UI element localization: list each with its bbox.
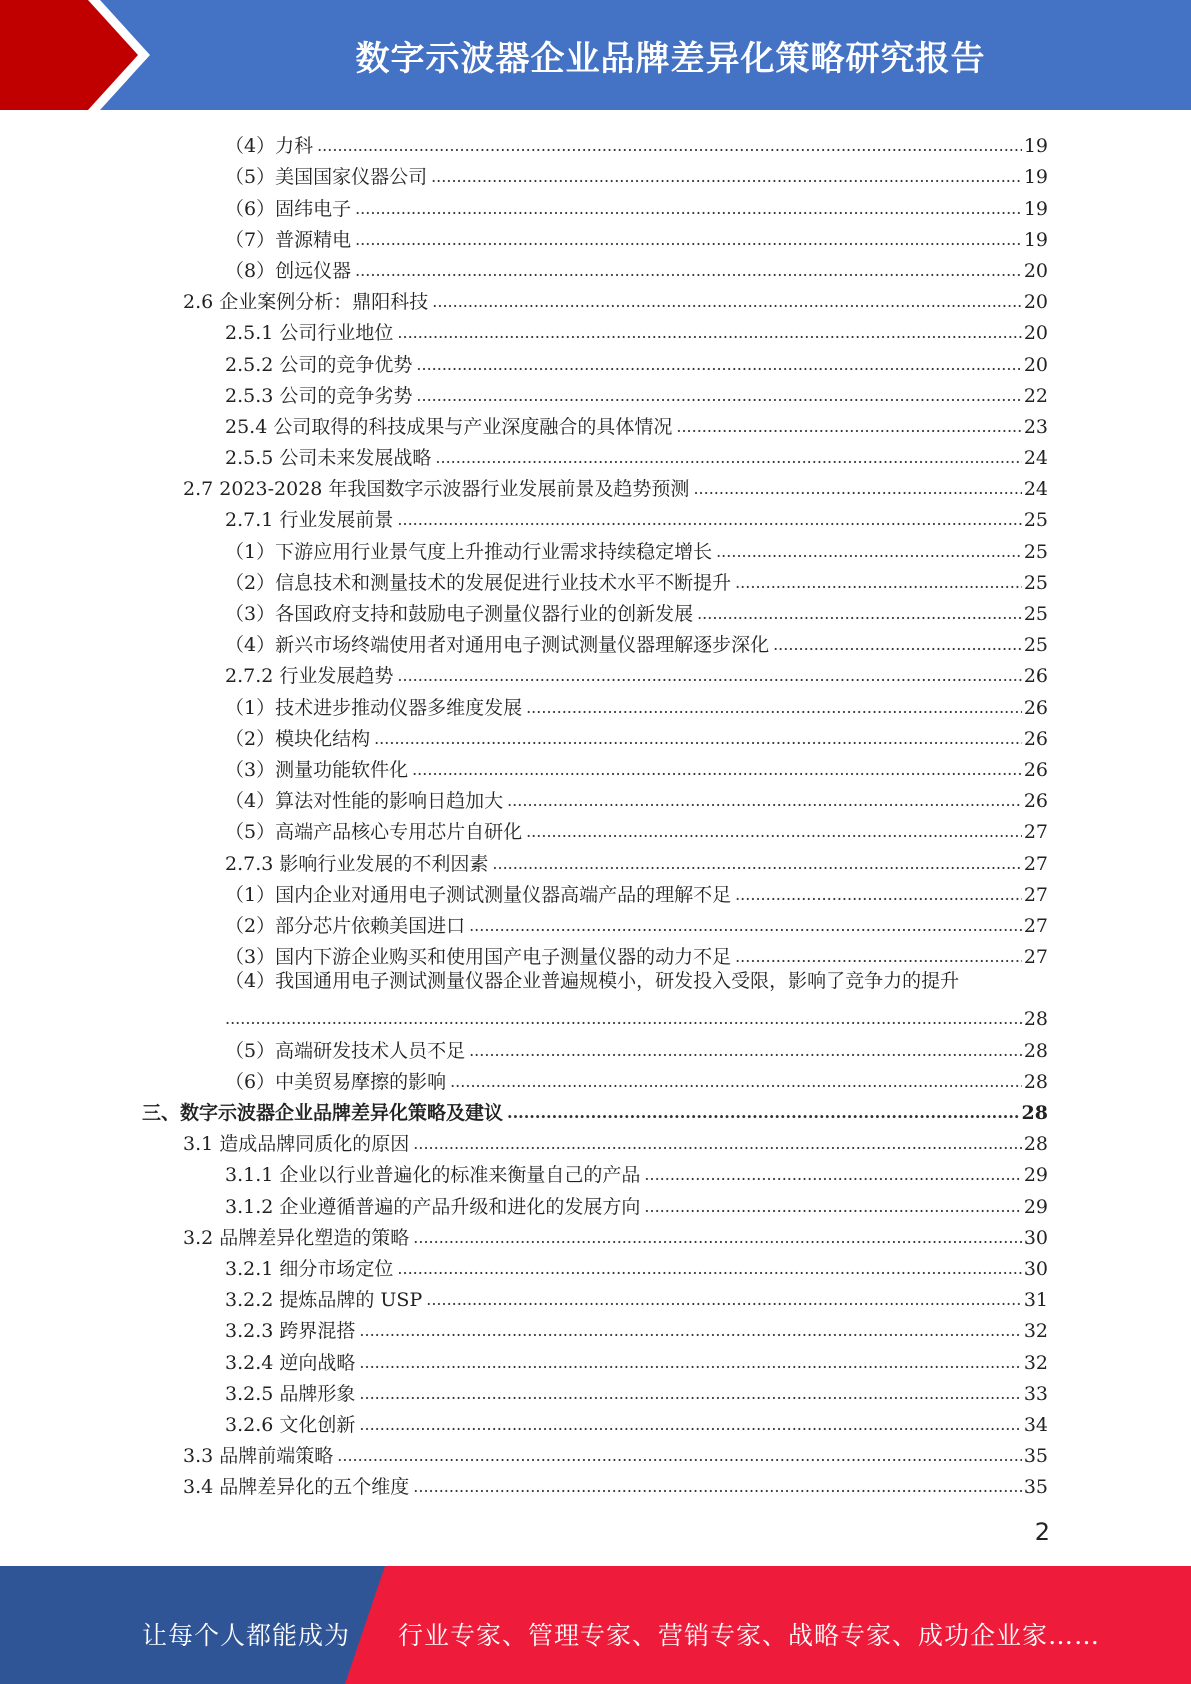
toc-entry-page: 27 (1023, 852, 1048, 875)
toc-entry[interactable] (0, 439, 1191, 470)
toc-dot-leader (374, 727, 1022, 751)
toc-entry-page: 35 (1023, 1445, 1048, 1468)
table-of-contents (0, 127, 1191, 1499)
toc-dot-leader (469, 914, 1022, 938)
toc-dot-leader (413, 1132, 1022, 1156)
toc-entry-page: 20 (1023, 353, 1048, 376)
toc-entry-label: （6）固纬电子 (225, 197, 352, 220)
toc-entry-page: 25 (1023, 571, 1048, 594)
toc-entry-page: 19 (1023, 197, 1048, 220)
toc-entry-page: 31 (1023, 1289, 1048, 1312)
toc-dot-leader (397, 508, 1021, 532)
toc-entry-label: （6）中美贸易摩擦的影响 (225, 1070, 447, 1093)
toc-entry[interactable] (0, 720, 1191, 751)
toc-entry[interactable] (0, 1000, 1191, 1031)
toc-entry[interactable] (0, 876, 1191, 907)
toc-entry-page: 27 (1023, 821, 1048, 844)
toc-entry-page: 30 (1023, 1257, 1048, 1280)
toc-entry-page: 22 (1023, 384, 1048, 407)
toc-dot-leader (526, 696, 1022, 720)
toc-entry-page: 27 (1023, 946, 1048, 969)
toc-entry-page: 26 (1023, 790, 1048, 813)
toc-entry-label: 3.1.1 企业以行业普遍化的标准来衡量自己的产品 (225, 1164, 641, 1187)
toc-dot-leader (355, 259, 1022, 283)
toc-dot-leader (735, 571, 1022, 595)
toc-dot-leader (355, 197, 1022, 221)
toc-entry[interactable] (0, 813, 1191, 844)
toc-entry-label: （3）国内下游企业购买和使用国产电子测量仪器的动力不足 (225, 946, 732, 969)
toc-entry-page: 24 (1023, 478, 1048, 501)
toc-dot-leader (317, 134, 1022, 158)
toc-entry[interactable] (0, 688, 1191, 719)
toc-entry[interactable] (0, 657, 1191, 688)
toc-entry-label: （5）高端产品核心专用芯片自研化 (225, 821, 523, 844)
toc-dot-leader (507, 789, 1022, 813)
toc-entry[interactable] (0, 1468, 1191, 1499)
toc-dot-leader (469, 1039, 1022, 1063)
toc-entry-label: （5）美国国家仪器公司 (225, 166, 428, 189)
toc-entry[interactable] (0, 595, 1191, 626)
toc-entry[interactable] (0, 1281, 1191, 1312)
toc-entry-label: 2.5.1 公司行业地位 (225, 322, 394, 345)
toc-entry-label: 3.2.5 品牌形象 (225, 1382, 356, 1405)
toc-entry-label: 3.1 造成品牌同质化的原因 (183, 1133, 410, 1156)
toc-entry-label: （2）信息技术和测量技术的发展促进行业技术水平不断提升 (225, 571, 732, 594)
toc-dot-leader (526, 820, 1022, 844)
toc-dot-leader (697, 602, 1022, 626)
toc-entry[interactable] (0, 1343, 1191, 1374)
toc-entry-label: （4）算法对性能的影响日趋加大 (225, 790, 504, 813)
toc-entry-page: 33 (1023, 1382, 1048, 1405)
toc-entry[interactable] (0, 158, 1191, 189)
toc-dot-leader (644, 1195, 1021, 1219)
toc-entry-page: 29 (1023, 1195, 1048, 1218)
toc-entry-page: 20 (1023, 322, 1048, 345)
toc-entry-page: 25 (1023, 603, 1048, 625)
toc-entry-label: （8）创远仪器 (225, 259, 352, 282)
toc-entry[interactable] (0, 751, 1191, 782)
toc-entry-page: 20 (1023, 259, 1048, 282)
toc-entry-label: 2.6 企业案例分析：鼎阳科技 (183, 291, 429, 314)
toc-entry[interactable] (0, 1031, 1191, 1062)
toc-entry-page: 25 (1023, 634, 1048, 657)
toc-entry[interactable] (0, 626, 1191, 657)
toc-entry-page: 26 (1023, 696, 1048, 719)
toc-dot-leader (450, 1070, 1022, 1094)
toc-entry-label: 2.7 2023-2028 年我国数字示波器行业发展前景及趋势预测 (183, 478, 690, 501)
toc-entry-page: 35 (1023, 1476, 1048, 1499)
toc-entry-label: 3.2.2 提炼品牌的 USP (225, 1289, 423, 1312)
toc-dot-leader (412, 758, 1022, 782)
toc-dot-leader (735, 883, 1022, 907)
toc-entry-page: 28 (1023, 1008, 1048, 1031)
toc-dot-leader (416, 384, 1021, 408)
toc-dot-leader (359, 1413, 1021, 1437)
toc-entry[interactable] (0, 221, 1191, 252)
toc-entry-page: 24 (1023, 447, 1048, 470)
toc-dot-leader (492, 852, 1021, 876)
toc-entry-page: 32 (1023, 1320, 1048, 1343)
header-banner (0, 0, 1191, 112)
toc-entry-label: （1）技术进步推动仪器多维度发展 (225, 696, 523, 719)
toc-entry-page: 27 (1023, 914, 1048, 937)
toc-entry[interactable] (0, 1406, 1191, 1437)
toc-entry[interactable] (0, 1219, 1191, 1250)
toc-entry-label: 3.4 品牌差异化的五个维度 (183, 1476, 410, 1499)
toc-dot-leader (413, 1475, 1022, 1499)
toc-entry-label: 3.2.1 细分市场定位 (225, 1257, 394, 1280)
toc-entry-label: 3.1.2 企业遵循普遍的产品升级和进化的发展方向 (225, 1195, 641, 1218)
toc-entry-page: 26 (1023, 758, 1048, 781)
toc-entry-label: （3）测量功能软件化 (225, 758, 409, 781)
toc-entry[interactable] (0, 408, 1191, 439)
toc-entry-label: （7）普源精电 (225, 228, 352, 251)
toc-entry-page: 20 (1023, 291, 1048, 314)
toc-entry-label: 3.2.3 跨界混搭 (225, 1320, 356, 1343)
toc-entry-label: 2.7.3 影响行业发展的不利因素 (225, 852, 489, 875)
toc-entry-label: 2.7.2 行业发展趋势 (225, 665, 394, 688)
toc-entry-label: 2.5.5 公司未来发展战略 (225, 447, 432, 470)
toc-dot-leader (773, 633, 1022, 657)
toc-entry[interactable] (0, 1125, 1191, 1156)
toc-entry-label: （3）各国政府支持和鼓励电子测量仪器行业的创新发展 (225, 603, 694, 625)
toc-dot-leader (359, 1382, 1021, 1406)
toc-entry-label: （4）我国通用电子测试测量仪器企业普遍规模小，研发投入受限，影响了竞争力的提升 (225, 970, 960, 993)
toc-dot-leader (355, 228, 1022, 252)
toc-entry[interactable] (0, 532, 1191, 563)
toc-entry[interactable] (0, 1187, 1191, 1218)
toc-entry[interactable] (0, 345, 1191, 376)
toc-entry-page: 19 (1023, 166, 1048, 189)
toc-entry[interactable] (0, 1250, 1191, 1281)
toc-dot-leader (225, 1007, 1022, 1031)
toc-dot-leader (644, 1163, 1021, 1187)
toc-entry-label: 3.2.6 文化创新 (225, 1413, 356, 1436)
footer-slogan-left: 让每个人都能成为 (142, 1621, 351, 1650)
toc-entry[interactable] (0, 907, 1191, 938)
toc-entry-label: 25.4 公司取得的科技成果与产业深度融合的具体情况 (225, 415, 673, 438)
toc-entry[interactable] (0, 969, 1191, 1000)
toc-dot-leader (359, 1351, 1021, 1375)
toc-entry[interactable] (0, 314, 1191, 345)
toc-entry-label: （4）新兴市场终端使用者对通用电子测试测量仪器理解逐步深化 (225, 634, 770, 657)
toc-entry-page: 28 (1021, 1102, 1048, 1124)
footer-slogan-right: 行业专家、管理专家、营销专家、战略专家、成功企业家…… (398, 1621, 1101, 1650)
toc-entry[interactable] (0, 283, 1191, 314)
toc-entry-label: 3.2 品牌差异化塑造的策略 (183, 1226, 410, 1249)
toc-entry-page: 30 (1023, 1226, 1048, 1249)
toc-entry[interactable] (0, 1094, 1191, 1125)
toc-entry[interactable] (0, 189, 1191, 220)
toc-entry[interactable] (0, 844, 1191, 875)
page-number: 2 (1034, 1518, 1050, 1546)
toc-dot-leader (426, 1288, 1022, 1312)
toc-entry-label: （2）模块化结构 (225, 727, 371, 750)
toc-entry-page: 28 (1023, 1039, 1048, 1062)
toc-entry-label: （4）力科 (225, 135, 314, 158)
toc-entry-page: 25 (1023, 509, 1048, 532)
toc-entry-label: 3.3 品牌前端策略 (183, 1445, 334, 1468)
toc-entry-page: 34 (1023, 1413, 1048, 1436)
toc-entry-label: 2.7.1 行业发展前景 (225, 509, 394, 532)
toc-entry[interactable] (0, 377, 1191, 408)
toc-entry[interactable] (0, 1312, 1191, 1343)
toc-entry[interactable] (0, 252, 1191, 283)
toc-dot-leader (432, 290, 1022, 314)
toc-dot-leader (435, 446, 1021, 470)
toc-entry-page: 26 (1023, 665, 1048, 688)
toc-entry[interactable] (0, 501, 1191, 532)
toc-entry-label: 三、数字示波器企业品牌差异化策略及建议 (142, 1102, 504, 1124)
toc-dot-leader (416, 353, 1021, 377)
toc-entry-label: （2）部分芯片依赖美国进口 (225, 914, 466, 937)
toc-entry[interactable] (0, 1437, 1191, 1468)
toc-entry-page: 23 (1023, 415, 1048, 438)
toc-entry-page: 27 (1023, 883, 1048, 906)
toc-dot-leader (431, 165, 1022, 189)
toc-dot-leader (716, 540, 1022, 564)
toc-entry-label: 3.2.4 逆向战略 (225, 1351, 356, 1374)
toc-entry-label: 2.5.2 公司的竞争优势 (225, 353, 413, 376)
toc-entry-page: 19 (1023, 135, 1048, 158)
report-title: 数字示波器企业品牌差异化策略研究报告 (355, 38, 986, 79)
toc-dot-leader (735, 945, 1022, 969)
toc-entry-page: 25 (1023, 540, 1048, 563)
toc-entry[interactable] (0, 1063, 1191, 1094)
toc-entry[interactable] (0, 938, 1191, 969)
toc-entry-page: 28 (1023, 1070, 1048, 1093)
toc-dot-leader (413, 1226, 1022, 1250)
toc-dot-leader (359, 1319, 1021, 1343)
toc-dot-leader (676, 415, 1021, 439)
toc-entry[interactable] (0, 564, 1191, 595)
toc-entry-page: 26 (1023, 727, 1048, 750)
toc-entry-label: 2.5.3 公司的竞争劣势 (225, 384, 413, 407)
toc-entry-label: （1）下游应用行业景气度上升推动行业需求持续稳定增长 (225, 540, 713, 563)
toc-entry[interactable] (0, 782, 1191, 813)
toc-entry[interactable] (0, 470, 1191, 501)
toc-entry[interactable] (0, 1375, 1191, 1406)
toc-entry-page: 29 (1023, 1164, 1048, 1187)
toc-dot-leader (337, 1444, 1022, 1468)
toc-entry-page: 19 (1023, 228, 1048, 251)
toc-dot-leader (397, 321, 1021, 345)
toc-entry-label: （1）国内企业对通用电子测试测量仪器高端产品的理解不足 (225, 883, 732, 906)
toc-dot-leader (397, 1257, 1021, 1281)
toc-dot-leader (507, 1101, 1020, 1125)
toc-dot-leader (693, 477, 1021, 501)
toc-entry-page: 28 (1023, 1133, 1048, 1156)
toc-dot-leader (397, 664, 1021, 688)
toc-entry-page: 32 (1023, 1351, 1048, 1374)
toc-entry[interactable] (0, 1156, 1191, 1187)
toc-entry[interactable] (0, 127, 1191, 158)
toc-entry-label: （5）高端研发技术人员不足 (225, 1039, 466, 1062)
